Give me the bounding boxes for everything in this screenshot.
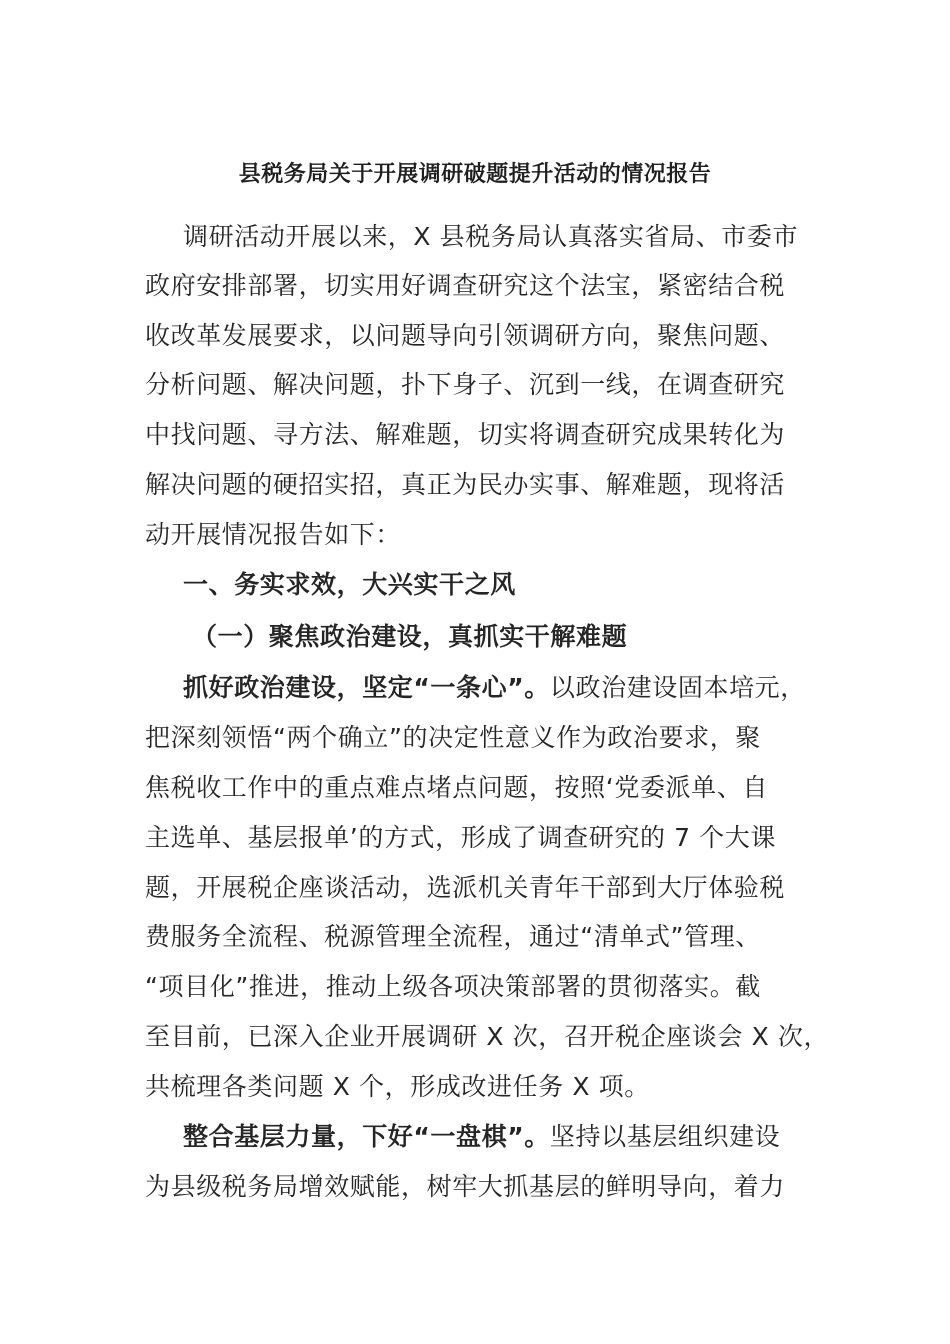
intro-line: 动开展情况报告如下： bbox=[145, 520, 402, 549]
intro-line: 分析问题、解决问题，扑下身子、沉到一线，在调查研究 bbox=[145, 370, 786, 399]
paragraph-text: 以政治建设固本培元， bbox=[549, 673, 806, 702]
paragraph-first-line bbox=[183, 670, 806, 706]
paragraph-first-line bbox=[183, 1119, 780, 1155]
paragraph-line: 题，开展税企座谈活动，选派机关青年干部到大厅体验税 bbox=[145, 873, 786, 902]
document-title: 县税务局关于开展调研破题提升活动的情况报告 bbox=[238, 162, 712, 187]
paragraph-text: 坚持以基层组织建设 bbox=[549, 1122, 781, 1151]
paragraph-line: 共梳理各类问题 X 个，形成改进任务 X 项。 bbox=[145, 1072, 650, 1101]
paragraph-lead: 整合基层力量，下好“一盘棋”。 bbox=[183, 1122, 550, 1151]
paragraph-line: 把深刻领悟“两个确立”的决定性意义作为政治要求，聚 bbox=[145, 723, 761, 752]
paragraph-line: “项目化”推进，推动上级各项决策部署的贯彻落实。截 bbox=[145, 972, 761, 1001]
intro-line: 解决问题的硬招实招，真正为民办实事、解难题，现将活 bbox=[145, 470, 786, 499]
intro-line: 收改革发展要求，以问题导向引领调研方向，聚焦问题、 bbox=[145, 321, 786, 350]
intro-line: 政府安排部署，切实用好调查研究这个法宝，紧密结合税 bbox=[145, 271, 786, 300]
paragraph-line: 焦税收工作中的重点难点堵点问题，按照‘党委派单、自 bbox=[145, 773, 768, 802]
paragraph-line: 至目前，已深入企业开展调研 X 次，召开税企座谈会 X 次， bbox=[145, 1022, 830, 1051]
intro-line: 中找问题、寻方法、解难题，切实将调查研究成果转化为 bbox=[145, 420, 786, 449]
paragraph-line: 费服务全流程、税源管理全流程，通过“清单式”管理、 bbox=[145, 922, 761, 951]
paragraph-lead: 抓好政治建设，坚定“一条心”。 bbox=[183, 673, 550, 702]
section-heading: 一、务实求效，大兴实干之风 bbox=[183, 570, 516, 599]
intro-line: 调研活动开展以来，X 县税务局认真落实省局、市委市 bbox=[183, 222, 799, 251]
subsection-heading: （一）聚焦政治建设，真抓实干解难题 bbox=[192, 622, 628, 651]
paragraph-line: 为县级税务局增效赋能，树牢大抓基层的鲜明导向，着力 bbox=[145, 1172, 786, 1201]
paragraph-line: 主选单、基层报单’的方式，形成了调查研究的 7 个大课 bbox=[145, 823, 776, 852]
